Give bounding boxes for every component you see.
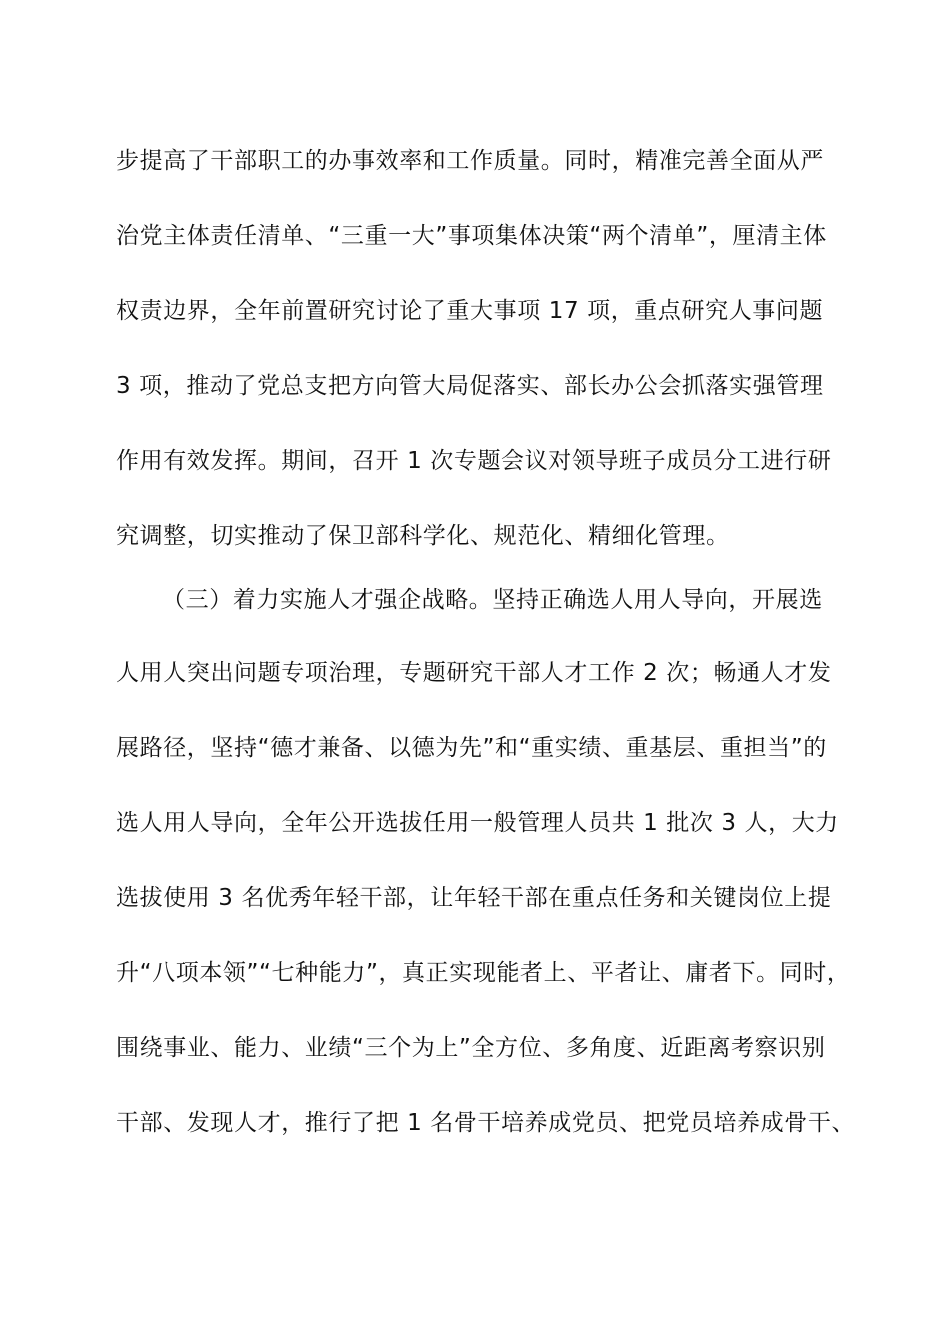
paragraph-line: 人用人突出问题专项治理，专题研究干部人才工作 2 次；畅通人才发 [116,660,832,686]
paragraph-line: 选拔使用 3 名优秀年轻干部，让年轻干部在重点任务和关键岗位上提 [116,885,832,911]
paragraph-line: 3 项，推动了党总支把方向管大局促落实、部长办公会抓落实强管理 [116,373,824,399]
paragraph-line: 围绕事业、能力、业绩“三个为上”全方位、多角度、近距离考察识别 [116,1035,826,1061]
paragraph-line: 治党主体责任清单、“三重一大”事项集体决策“两个清单”，厘清主体 [116,223,827,249]
paragraph-line: 展路径，坚持“德才兼备、以德为先”和“重实绩、重基层、重担当”的 [116,735,827,761]
paragraph-line: 权责边界，全年前置研究讨论了重大事项 17 项，重点研究人事问题 [116,298,824,324]
paragraph-line: 升“八项本领”“七种能力”，真正实现能者上、平者让、庸者下。同时， [116,960,851,986]
section-heading-line: （三）着力实施人才强企战略。坚持正确选人用人导向，开展选 [162,587,823,613]
paragraph-line: 步提高了干部职工的办事效率和工作质量。同时，精准完善全面从严 [116,148,824,174]
paragraph-line: 究调整，切实推动了保卫部科学化、规范化、精细化管理。 [116,523,730,549]
paragraph-line: 干部、发现人才，推行了把 1 名骨干培养成党员、把党员培养成骨干、 [116,1110,856,1136]
paragraph-line: 选人用人导向，全年公开选拔任用一般管理人员共 1 批次 3 人，大力 [116,810,839,836]
paragraph-line: 作用有效发挥。期间，召开 1 次专题会议对领导班子成员分工进行研 [116,448,832,474]
